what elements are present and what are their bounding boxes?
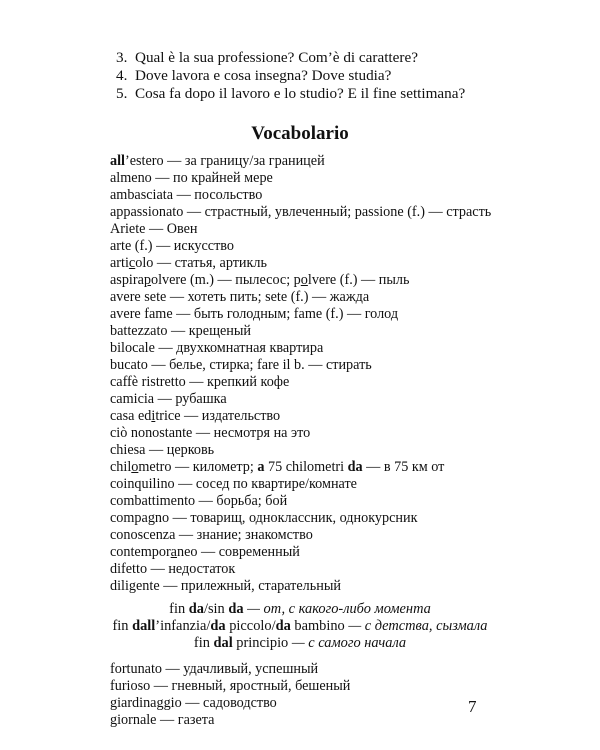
- vocab-entry: camicia — рубашка: [110, 391, 227, 407]
- page-number: 7: [468, 697, 477, 716]
- vocab-entry: fortunato — удачливый, успешный: [110, 661, 319, 677]
- vocab-entry: avere sete — хотеть пить; sete (f.) — жажда: [110, 289, 370, 305]
- vocab-entry: casa editrice — издательство: [110, 408, 281, 424]
- vocab-entry: all’estero — за границу/за границей: [110, 153, 325, 169]
- vocab-entry: diligente — прилежный, старательный: [110, 578, 341, 594]
- vocab-entry: arte (f.) — искусство: [110, 238, 234, 254]
- vocab-entry: appassionato — страстный, увлеченный; passione (f.) — страсть: [110, 204, 492, 220]
- vocab-entry: almeno — по крайней мере: [110, 170, 273, 186]
- vocab-entry: avere fame — быть голодным; fame (f.) — голод: [110, 306, 399, 322]
- vocab-entry: battezzato — крещеный: [110, 323, 252, 339]
- vocab-entry: bucato — белье, стирка; fare il b. — стирать: [110, 357, 372, 373]
- vocab-entry: difetto — недостаток: [110, 561, 236, 577]
- expression-fin-dall-infanzia: fin dall’infanzia/da piccolo/da bambino — с детства, сызмала: [112, 618, 488, 634]
- vocab-entry: giornale — газета: [110, 712, 215, 728]
- vocab-entry: coinquilino — сосед по квартире/комнате: [110, 476, 357, 492]
- expression-fin-da: fin da/sin da — от, с какого-либо момента: [169, 601, 431, 617]
- question-4: 4. Dove lavora e cosa insegna? Dove studia?: [116, 67, 392, 84]
- vocab-entry: chiesa — церковь: [110, 442, 215, 458]
- vocab-entry: conoscenza — знание; знакомство: [110, 527, 313, 543]
- vocab-entry: ambasciata — посольство: [110, 187, 263, 203]
- vocab-entry: furioso — гневный, яростный, бешеный: [110, 678, 351, 694]
- vocab-entry: contemporaneo — современный: [110, 544, 300, 560]
- question-5: 5. Cosa fa dopo il lavoro e lo studio? E il fine settimana?: [116, 85, 466, 102]
- vocab-entry: ciò nonostante — несмотря на это: [110, 425, 311, 441]
- vocab-entry: Ariete — Овен: [110, 221, 198, 237]
- vocab-entry: compagno — товарищ, одноклассник, однокурсник: [110, 510, 418, 526]
- vocab-entry: chilometro — километр; a 75 chilometri da — в 75 км от: [110, 459, 445, 475]
- vocab-entry: bilocale — двухкомнатная квартира: [110, 340, 324, 356]
- vocab-entry: caffè ristretto — крепкий кофе: [110, 374, 290, 390]
- question-3: 3. Qual è la sua professione? Com’è di carattere?: [116, 49, 418, 66]
- vocab-entry: articolo — статья, артикль: [110, 255, 267, 271]
- section-heading: Vocabolario: [251, 123, 349, 144]
- vocab-entry: combattimento — борьба; бой: [110, 493, 288, 509]
- expression-fin-dal-principio: fin dal principio — с самого начала: [193, 635, 407, 651]
- vocab-entry: aspirapolvere (m.) — пылесос; polvere (f.) — пыль: [110, 272, 410, 288]
- vocab-entry: giardinaggio — садоводство: [110, 695, 277, 711]
